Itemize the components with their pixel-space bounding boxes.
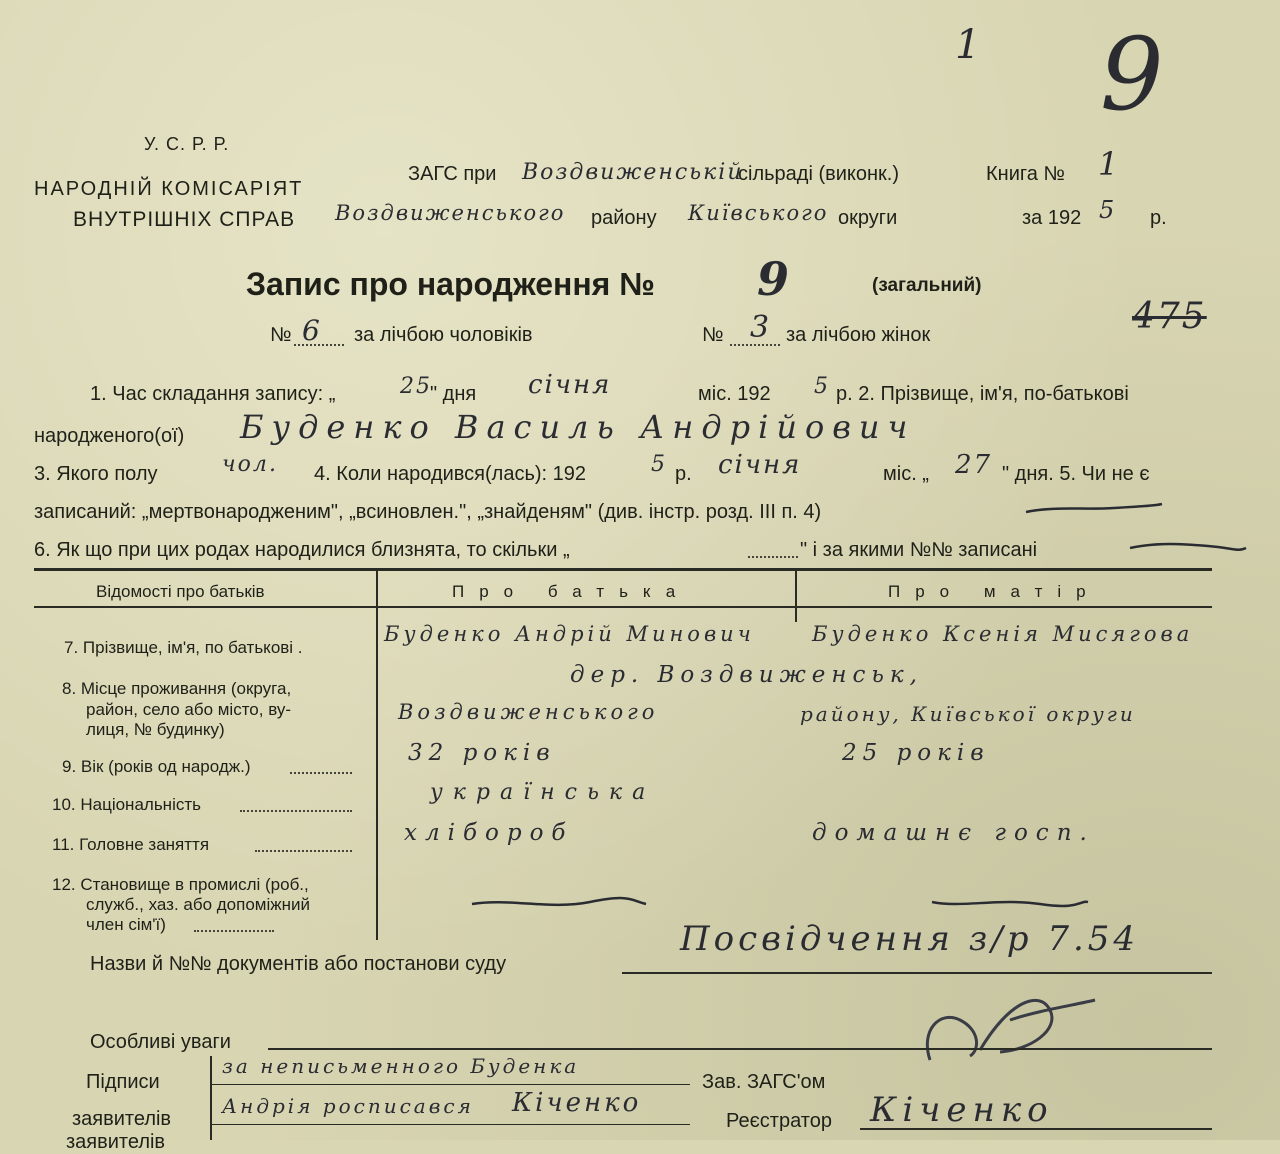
row-12-father-dash <box>470 890 650 920</box>
zags-village: Воздвиженській <box>522 160 744 185</box>
ussr-label: У. С. Р. Р. <box>144 134 230 154</box>
field-6-text: 6. Як що при цих родах народилися близнята, то скільки „ <box>34 539 570 561</box>
documents-line <box>622 972 1212 974</box>
row-11-father: хлібороб <box>404 820 574 846</box>
signature-rule-2 <box>212 1124 690 1125</box>
notes-label: Особливі уваги <box>90 1031 231 1053</box>
okrug-label: округи <box>838 207 898 229</box>
zags-pre: ЗАГС при <box>408 163 497 185</box>
documents-label: Назви й №№ документів або постанови суду <box>90 953 507 975</box>
table-top-rule <box>34 568 1212 571</box>
signature-rule-1 <box>212 1084 690 1085</box>
women-number: 3 <box>750 310 772 345</box>
applicants-label: заявителів <box>72 1108 172 1130</box>
row-8-label-1: 8. Місце проживання (округа, <box>62 679 292 698</box>
field-4-month: січня <box>718 450 802 480</box>
row-11-mother: домашнє госп. <box>812 820 1095 846</box>
field-6-twins-line <box>748 556 798 558</box>
row-9-father: 32 років <box>408 740 556 766</box>
field-2-value: Буденко Василь Андрійович <box>240 408 916 446</box>
row-8-father-1: дер. Воздвиженськ, <box>570 662 923 688</box>
field-1-day-suffix: " дня <box>430 383 477 405</box>
commissariat-line-2: ВНУТРІШНІХ СПРАВ <box>73 208 296 231</box>
registrar-label: Реєстратор <box>726 1110 832 1132</box>
field-3-value: чол. <box>222 452 278 477</box>
table-divider-1 <box>376 570 378 940</box>
field-1-year: 5 <box>814 374 830 399</box>
women-number-line <box>730 344 780 346</box>
row-9-label: 9. Вік (років од народж.) <box>62 757 251 776</box>
documents-value: Посвідчення з/р 7.54 <box>680 919 1140 959</box>
district-value: Воздвиженського <box>335 201 566 225</box>
women-no-label: № <box>702 324 724 346</box>
row-8-label-2: район, село або місто, ву- <box>86 700 292 719</box>
field-1-day: 25 <box>400 374 432 399</box>
row-10-father: українська <box>430 780 656 805</box>
applicants-label-2: заявителів <box>66 1131 166 1153</box>
row-12-label-1: 12. Становище в промислі (роб., <box>52 875 309 894</box>
field-4-day: 27 <box>955 450 993 480</box>
row-12-label-2: служб., хаз. або допоміжний <box>86 895 311 914</box>
table-divider-2 <box>795 570 797 622</box>
signature-bracket <box>210 1056 212 1140</box>
stamp-number: 475 <box>1132 296 1207 337</box>
field-4-label: 4. Коли народився(лась): 192 <box>314 463 587 485</box>
field-4-day-suffix: " дня. 5. Чи не є <box>1002 463 1150 485</box>
row-10-dots <box>240 810 352 812</box>
record-general: (загальний) <box>872 275 982 296</box>
row-9-dots <box>290 772 352 774</box>
field-3-label: 3. Якого полу <box>34 463 158 485</box>
corner-mark: 1 <box>955 22 983 68</box>
row-11-label: 11. Головне заняття <box>52 835 210 854</box>
women-label: за лічбою жінок <box>786 324 931 346</box>
field-1-month: січня <box>528 370 612 400</box>
col-info-header: Відомості про батьків <box>96 582 265 601</box>
district-label: району <box>591 207 657 229</box>
row-12-dots <box>194 930 274 932</box>
field-2-label: народженого(ої) <box>34 425 185 447</box>
official-signature <box>900 990 1100 1070</box>
field-6-mid: " і за якими №№ записані <box>800 539 1038 561</box>
book-number: 1 <box>1098 145 1121 183</box>
book-label: Книга № <box>986 163 1065 185</box>
row-7-mother: Буденко Ксенія Мисягова <box>812 622 1194 646</box>
head-label: Зав. ЗАГС'ом <box>702 1071 826 1093</box>
row-8-father-2: Воздвиженського <box>398 700 659 724</box>
okrug-value: Київського <box>688 201 829 225</box>
signature-line-1: за неписьменного Буденка <box>222 1054 580 1078</box>
men-number: 6 <box>302 314 322 347</box>
row-12-label-3: член сім'ї) <box>86 915 166 934</box>
year-suffix: р. <box>1150 207 1167 229</box>
year-label: за 192 <box>1022 207 1082 229</box>
signatures-label: Підписи <box>86 1071 160 1093</box>
row-7-label: 7. Прізвище, ім'я, по батькові . <box>64 638 303 657</box>
page-number: 9 <box>1100 16 1166 133</box>
men-number-line <box>294 344 344 346</box>
table-header-rule <box>34 606 1212 608</box>
row-12-mother-dash <box>930 890 1090 920</box>
zags-post: сільраді (виконк.) <box>738 163 900 185</box>
field-6-dash <box>1128 534 1248 564</box>
field-5-dash <box>1024 496 1164 526</box>
field-5-text: записаний: „мертвонародженим", „всиновлен.", „знайденям" (див. інстр. розд. III п. 4) <box>34 501 822 523</box>
row-9-mother: 25 років <box>842 740 990 766</box>
men-no-label: № <box>270 324 292 346</box>
row-8-label-3: лиця, № будинку) <box>86 720 225 739</box>
row-7-father: Буденко Андрій Минович <box>384 622 755 646</box>
field-1-label: 1. Час складання запису: „ <box>90 383 336 405</box>
field-1-year-suffix: р. 2. Прізвище, ім'я, по-батькові <box>836 383 1129 405</box>
col-mother-header: Про матір <box>888 582 1101 601</box>
signature-name-2: Кіченко <box>512 1088 642 1118</box>
year-digit: 5 <box>1099 196 1117 224</box>
row-11-dots <box>255 850 352 852</box>
col-father-header: Про батька <box>452 582 691 601</box>
record-title: Запис про народження № <box>246 266 655 302</box>
field-4-year-suffix: р. <box>675 463 692 485</box>
men-label: за лічбою чоловіків <box>354 324 533 346</box>
field-1-month-suffix: міс. 192 <box>698 383 771 405</box>
notes-line <box>268 1048 1212 1050</box>
registrar-signature: Кіченко <box>870 1090 1054 1130</box>
row-8-mother-2: району, Київської округи <box>800 702 1136 726</box>
row-10-label: 10. Національність <box>52 795 201 814</box>
field-4-year: 5 <box>651 452 667 477</box>
field-4-month-suffix: міс. „ <box>883 463 929 485</box>
record-number: 9 <box>757 252 792 306</box>
commissariat-line-1: НАРОДНІЙ КОМІСАРІЯТ <box>34 178 304 200</box>
signature-line-2: Андрія росписався <box>222 1094 474 1118</box>
